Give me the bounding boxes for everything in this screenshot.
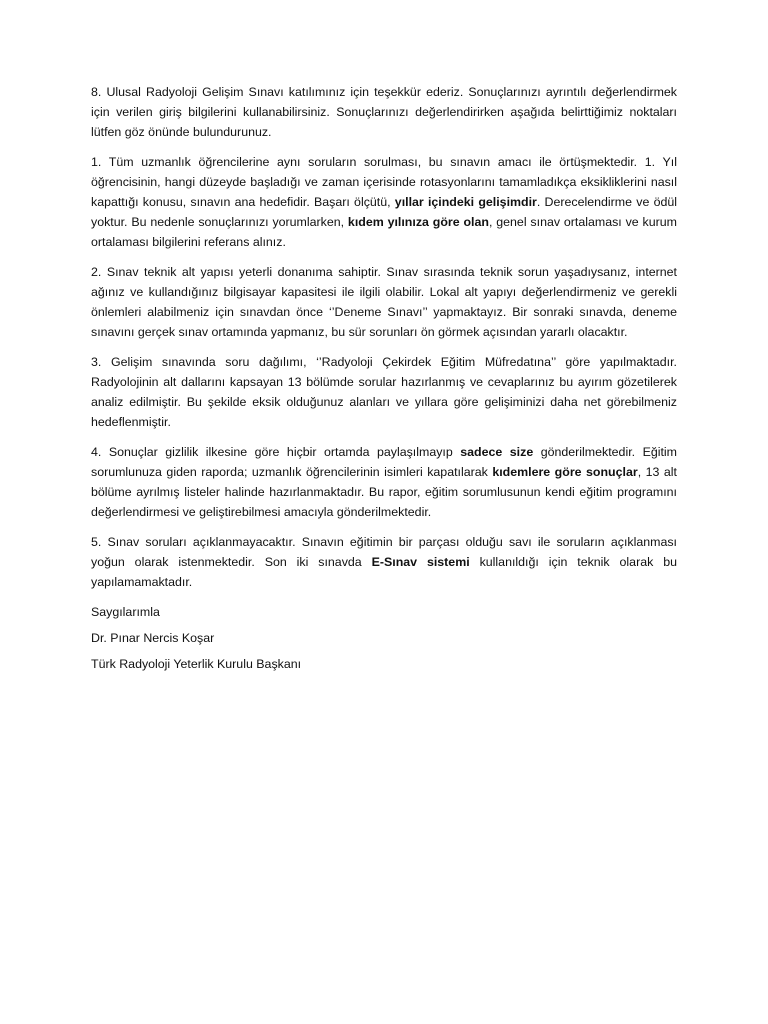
item-1-paragraph — [91, 152, 677, 252]
item-5-text-b: kullanıldığı için teknik olarak bu yapılamamaktadır. — [91, 555, 677, 589]
item-4-paragraph — [91, 442, 677, 522]
item-4-text-b: gönderilmektedir. Eğitim sorumlunuza giden raporda; uzmanlık öğrencilerinin isimleri kapatılarak — [91, 445, 678, 479]
item-4-emphasis-a: sadece size — [460, 445, 534, 459]
item-1-emphasis-a: yıllar içindeki gelişimdir — [394, 195, 537, 209]
closing-greeting: Saygılarımla — [91, 605, 160, 619]
item-4-text-a: 4. Sonuçlar gizlilik ilkesine göre hiçbir ortamda paylaşılmayıp — [91, 445, 461, 459]
item-2-paragraph: 2. Sınav teknik alt yapısı yeterli donanıma sahiptir. Sınav sırasında teknik sorun yaşadıysanız, internet ağınız ve kullandığınız bilgisayar kapasitesi ile ilgili olabilir. Lokal alt yapıyı değerlendirmeniz ve gerekli önlemleri alabilmeniz için sınavdan önce ‘’Deneme Sınavı’’ yapmaktayız. Bir sonraki sınavda, deneme sınavını gerçek sınav ortamında yapmanız, bu sür sorunları ön görmek açısından yararlı olacaktır. — [91, 265, 677, 339]
item-1-text-a: 1. Tüm uzmanlık öğrencilerine aynı soruların sorulması, bu sınavın amacı ile örtüşmektedir. 1. Yıl öğrencisinin, hangi düzeyde başladığı ve zaman içerisinde rotasyonlarını tamamladıkça eksikliklerini nasıl kapattığı konusu, sınavın ana hedefidir. Başarı ölçütü, — [91, 155, 677, 209]
item-5-emphasis-a: E-Sınav sistemi — [371, 555, 470, 569]
item-4-emphasis-b: kıdemlere göre sonuçlar — [492, 465, 638, 479]
signer-title: Türk Radyoloji Yeterlik Kurulu Başkanı — [91, 657, 302, 671]
item-5-paragraph — [91, 532, 677, 592]
item-1-text-c: , genel sınav ortalaması ve kurum ortalaması bilgilerini referans alınız. — [91, 215, 677, 249]
signer-name: Dr. Pınar Nercis Koşar — [91, 631, 215, 645]
item-5-text-a: 5. Sınav soruları açıklanmayacaktır. Sınavın eğitimin bir parçası olduğu savı ile soruların açıklanması yoğun olarak istenmektedir. Son iki sınavda — [91, 535, 677, 569]
item-3-paragraph: 3. Gelişim sınavında soru dağılımı, ‘’Radyoloji Çekirdek Eğitim Müfredatına’’ göre yapılmaktadır. Radyolojinin alt dallarını kapsayan 13 bölümde sorular hazırlanmış ve cevaplarınız bu ayırım gözetilerek analiz edilmiştir. Bu şekilde eksik olduğunuz alanları ve yıllara göre gelişiminizi daha net görebilmeniz hedeflenmiştir. — [91, 355, 677, 429]
signature-block — [91, 602, 677, 674]
item-1-emphasis-b: kıdem yılınıza göre olan — [347, 215, 489, 229]
item-1-text-b: . Derecelendirme ve ödül yoktur. Bu nedenle sonuçlarınızı yorumlarken, — [91, 195, 677, 229]
item-4-text-c: , 13 alt bölüme ayrılmış listeler halinde hazırlanmaktadır. Bu rapor, eğitim sorumlusunun kendi eğitim programını değerlendirmesi ve geliştirebilmesi amacıyla gönderilmektedir. — [91, 465, 677, 519]
intro-paragraph: 8. Ulusal Radyoloji Gelişim Sınavı katılımınız için teşekkür ederiz. Sonuçlarınızı ayrıntılı değerlendirmek için verilen giriş bilgilerini kullanabilirsiniz. Sonuçlarınızı değerlendirirken aşağıda belirttiğimiz noktaları lütfen göz önünde bulundurunuz. — [91, 85, 677, 139]
document-body — [91, 82, 677, 680]
